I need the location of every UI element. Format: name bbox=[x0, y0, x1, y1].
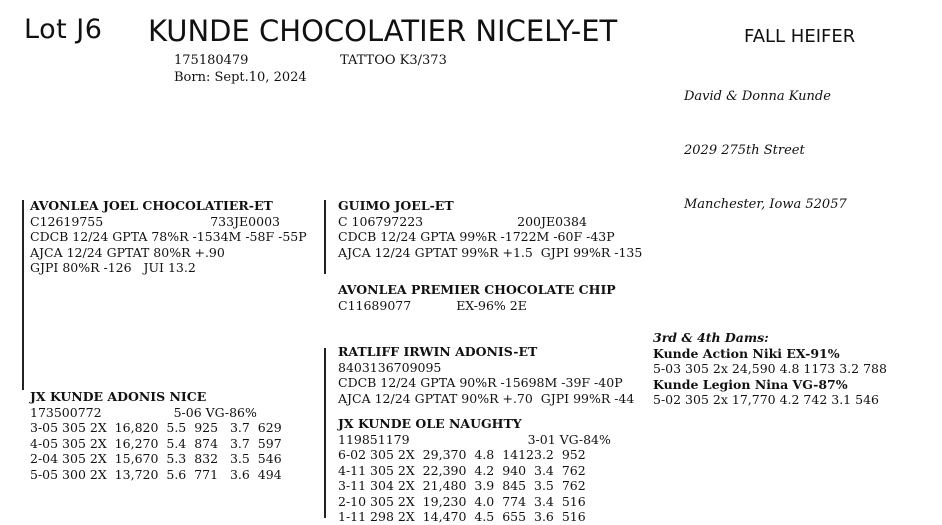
third-dam-record: 5-03 305 2x 24,590 4.8 1173 3.2 788 bbox=[653, 361, 887, 376]
dam-dam-classification: 3-01 VG-84% bbox=[527, 431, 611, 447]
dam-block bbox=[30, 389, 310, 482]
lot-number: Lot J6 bbox=[24, 14, 103, 45]
owner-address bbox=[684, 52, 847, 232]
third-dam-name: Kunde Action Niki EX-91% bbox=[653, 345, 840, 361]
pedigree-line-sire-sire bbox=[324, 200, 326, 274]
sire-sire-block bbox=[338, 198, 648, 260]
animal-name: KUNDE CHOCOLATIER NICELY-ET bbox=[148, 14, 618, 48]
owner-street: 2029 275th Street bbox=[684, 143, 805, 158]
sire-sire-code: 200JE0384 bbox=[517, 213, 587, 229]
additional-dams-heading: 3rd & 4th Dams: bbox=[653, 330, 769, 345]
dam-record: 5-05 300 2X 13,720 5.6 771 3.6 494 bbox=[30, 466, 282, 482]
sire-dam-reg: C11689077 bbox=[338, 297, 412, 313]
pedigree-line-sire bbox=[22, 200, 24, 390]
sire-sire-line: CDCB 12/24 GPTA 99%R -1722M -60F -43P bbox=[338, 229, 615, 244]
dam-sire-line: AJCA 12/24 GPTAT 90%R +.70 GJPI 99%R -44 bbox=[338, 390, 635, 406]
category-label: FALL HEIFER bbox=[744, 26, 856, 47]
tattoo: TATTOO K3/373 bbox=[340, 53, 447, 68]
sire-reg: C12619755 bbox=[30, 213, 104, 229]
birth-date: Born: Sept.10, 2024 bbox=[174, 70, 307, 85]
dam-record: 2-04 305 2X 15,670 5.3 832 3.5 546 bbox=[30, 451, 282, 466]
dam-record: 4-05 305 2X 16,270 5.4 874 3.7 597 bbox=[30, 435, 282, 451]
dam-classification: 5-06 VG-86% bbox=[173, 404, 257, 420]
owner-city: Manchester, Iowa 52057 bbox=[684, 197, 847, 212]
sire-line: CDCB 12/24 GPTA 78%R -1534M -58F -55P bbox=[30, 229, 307, 244]
registration-number: 175180479 bbox=[174, 53, 249, 68]
dam-sire-block bbox=[338, 344, 648, 406]
fourth-dam-record: 5-02 305 2x 17,770 4.2 742 3.1 546 bbox=[653, 392, 879, 407]
dam-dam-reg: 119851179 bbox=[338, 431, 410, 447]
sire-line: GJPI 80%R -126 JUI 13.2 bbox=[30, 260, 196, 275]
dam-sire-reg: 8403136709095 bbox=[338, 359, 442, 375]
sire-line: AJCA 12/24 GPTAT 80%R +.90 bbox=[30, 244, 225, 260]
dam-reg: 173500772 bbox=[30, 404, 102, 420]
dam-dam-record: 4-11 305 2X 22,390 4.2 940 3.4 762 bbox=[338, 462, 586, 478]
dam-sire-name: RATLIFF IRWIN ADONIS-ET bbox=[338, 344, 538, 359]
dam-dam-record: 1-11 298 2X 14,470 4.5 655 3.6 516 bbox=[338, 509, 586, 524]
pedigree-line-dam-sire bbox=[324, 348, 326, 518]
dam-record: 3-05 305 2X 16,820 5.5 925 3.7 629 bbox=[30, 420, 282, 435]
fourth-dam-name: Kunde Legion Nina VG-87% bbox=[653, 376, 848, 392]
dam-name: JX KUNDE ADONIS NICE bbox=[30, 389, 207, 404]
additional-dams-block bbox=[653, 330, 938, 408]
dam-dam-record: 6-02 305 2X 29,370 4.8 14123.2 952 bbox=[338, 447, 586, 462]
sire-dam-classification: EX-96% 2E bbox=[456, 297, 527, 313]
dam-dam-name: JX KUNDE OLE NAUGHTY bbox=[338, 416, 522, 431]
dam-dam-record: 3-11 304 2X 21,480 3.9 845 3.5 762 bbox=[338, 478, 586, 493]
sire-code: 733JE0003 bbox=[210, 213, 280, 229]
sire-name: AVONLEA JOEL CHOCOLATIER-ET bbox=[30, 198, 273, 213]
sire-dam-name: AVONLEA PREMIER CHOCOLATE CHIP bbox=[338, 282, 616, 297]
sire-sire-line: AJCA 12/24 GPTAT 99%R +1.5 GJPI 99%R -135 bbox=[338, 244, 643, 260]
sire-sire-reg: C 106797223 bbox=[338, 213, 424, 229]
sire-sire-name: GUIMO JOEL-ET bbox=[338, 198, 454, 213]
sire-dam-block bbox=[338, 282, 638, 313]
sire-block bbox=[30, 198, 306, 276]
dam-dam-record: 2-10 305 2X 19,230 4.0 774 3.4 516 bbox=[338, 493, 586, 509]
owner-names: David & Donna Kunde bbox=[684, 89, 831, 104]
dam-sire-line: CDCB 12/24 GPTA 90%R -15698M -39F -40P bbox=[338, 375, 623, 390]
dam-dam-block bbox=[338, 416, 638, 525]
